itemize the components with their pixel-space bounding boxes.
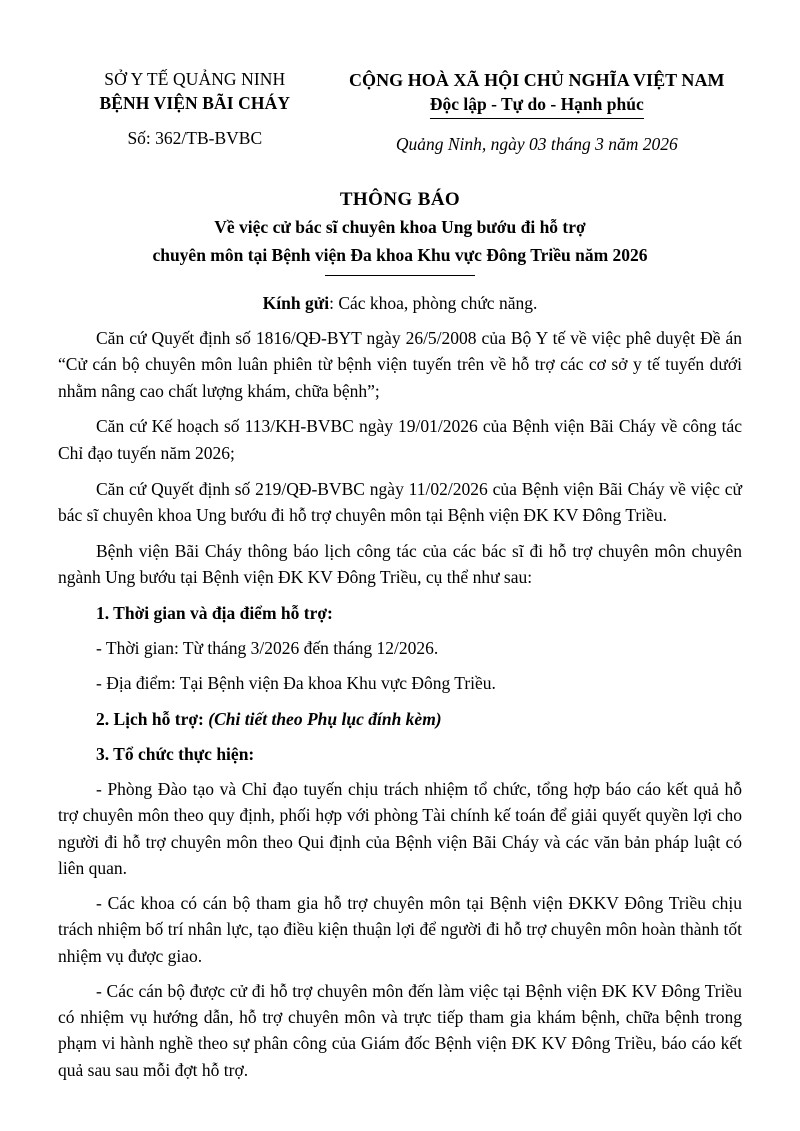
document-header [58, 62, 742, 157]
section-2-note: (Chi tiết theo Phụ lục đính kèm) [208, 708, 442, 729]
header-left-block [58, 62, 332, 151]
national-motto: Độc lập - Tự do - Hạnh phúc [430, 93, 644, 119]
issuing-organization: BỆNH VIỆN BÃI CHÁY [99, 92, 291, 113]
section-2-heading-text: 2. Lịch hỗ trợ: [96, 708, 204, 729]
document-type: THÔNG BÁO [339, 188, 461, 210]
section-3-item-staff: - Các cán bộ được cử đi hỗ trợ chuyên môn đến làm việc tại Bệnh viện ĐK KV Đông Triều có nhiệm vụ hướng dẫn, hỗ trợ chuyên môn và trực tiếp tham gia khám bệnh, chữa bệnh trong phạm vi hành nghề theo sự phân công của Giám đốc Bệnh viện ĐK KV Đông Triều, báo cáo kết quả sau sau mỗi đợt hỗ trợ. [58, 980, 742, 1080]
section-1-heading: 1. Thời gian và địa điểm hỗ trợ: [96, 602, 333, 623]
section-3-item-departments: - Các khoa có cán bộ tham gia hỗ trợ chuyên môn tại Bệnh viện ĐKKV Đông Triều chịu trách nhiệm bố trí nhân lực, tạo điều kiện thuận lợi để người đi hỗ trợ chuyên môn hoàn thành tốt nhiệm vụ được giao. [58, 893, 742, 966]
paragraph-legal-basis-1: Căn cứ Quyết định số 1816/QĐ-BYT ngày 26/5/2008 của Bộ Y tế về việc phê duyệt Đề án “Cử cán bộ chuyên môn luân phiên từ bệnh viện tuyến trên về hỗ trợ các cơ sở y tế tuyến dưới nhằm nâng cao chất lượng khám, chữa bệnh”; [58, 327, 742, 401]
paragraph-legal-basis-2: Căn cứ Kế hoạch số 113/KH-BVBC ngày 19/01/2026 của Bệnh viện Bãi Cháy về công tác Chỉ đạo tuyến năm 2026; [58, 416, 742, 463]
document-subject-line-1: Về việc cử bác sĩ chuyên khoa Ung bướu đi hỗ trợ [214, 217, 586, 238]
place-and-date: Quảng Ninh, ngày 03 tháng 3 năm 2026 [395, 133, 678, 154]
section-1-item-location: - Địa điểm: Tại Bệnh viện Đa khoa Khu vực Đông Triều. [96, 673, 496, 694]
recipient-line [58, 291, 742, 316]
section-1-item-time: - Thời gian: Từ tháng 3/2026 đến tháng 12/2026. [96, 638, 439, 659]
issuing-authority: SỞ Y TẾ QUẢNG NINH [104, 69, 286, 89]
document-subject-line-2: chuyên môn tại Bệnh viện Đa khoa Khu vực Đông Triều năm 2026 [152, 244, 648, 265]
section-3-heading: 3. Tổ chức thực hiện: [96, 743, 255, 764]
title-divider [325, 275, 475, 276]
section-2-heading [58, 706, 742, 732]
recipient-label: Kính gửi [262, 293, 330, 314]
document-number: Số: 362/TB-BVBC [127, 128, 263, 149]
paragraph-legal-basis-3: Căn cứ Quyết định số 219/QĐ-BVBC ngày 11/02/2026 của Bệnh viện Bãi Cháy về việc cử bác sĩ chuyên khoa Ung bướu đi hỗ trợ chuyên môn tại Bệnh viện ĐK KV Đông Triều. [58, 478, 742, 526]
recipient-value: : Các khoa, phòng chức năng. [329, 293, 538, 314]
header-right-block [332, 62, 742, 157]
title-block [58, 187, 742, 277]
paragraph-announcement: Bệnh viện Bãi Cháy thông báo lịch công tác của các bác sĩ đi hỗ trợ chuyên môn chuyên ngành Ung bướu tại Bệnh viện ĐK KV Đông Triều, cụ thể như sau: [58, 540, 742, 588]
section-3-item-training-dept: - Phòng Đào tạo và Chỉ đạo tuyến chịu trách nhiệm tổ chức, tổng hợp báo cáo kết quả hỗ trợ chuyên môn theo quy định, phối hợp với phòng Tài chính kế toán để giải quyết quyền lợi cho người đi hỗ trợ chuyên môn theo Qui định của Bệnh viện Bãi Cháy và các văn bản pháp luật có liên quan. [58, 779, 742, 878]
national-title: CỘNG HOÀ XÃ HỘI CHỦ NGHĨA VIỆT NAM [349, 70, 725, 90]
